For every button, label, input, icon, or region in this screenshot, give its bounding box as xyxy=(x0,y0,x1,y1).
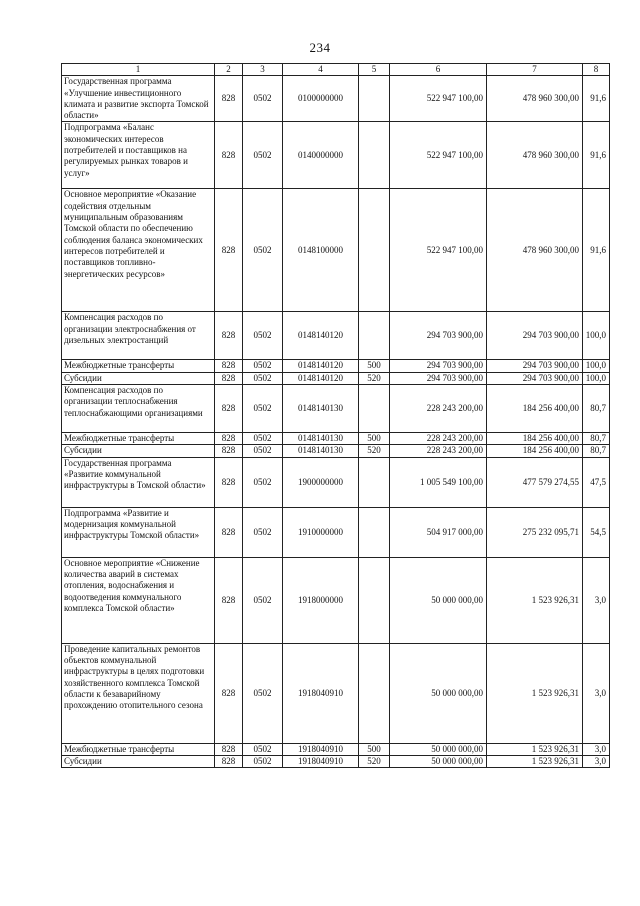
header-cell: 1 xyxy=(62,64,215,76)
row-plan-cell: 294 703 900,00 xyxy=(390,372,487,384)
table-row xyxy=(62,755,610,767)
row-name-cell: Субсидии xyxy=(62,445,215,457)
table-header-row xyxy=(62,64,610,76)
row-vr-cell: 500 xyxy=(359,360,390,372)
row-exec-cell: 184 256 400,00 xyxy=(487,433,583,445)
row-exec-cell: 184 256 400,00 xyxy=(487,445,583,457)
row-vr-cell: 520 xyxy=(359,755,390,767)
row-grbs-cell: 828 xyxy=(215,507,243,557)
row-grbs-cell: 828 xyxy=(215,755,243,767)
row-name-cell: Государственная программа «Улучшение инвестиционного климата и развитие экспорта Томской области» xyxy=(62,76,215,122)
row-pct-cell: 3,0 xyxy=(583,743,610,755)
row-grbs-cell: 828 xyxy=(215,557,243,643)
row-grbs-cell: 828 xyxy=(215,122,243,189)
row-name-cell: Подпрограмма «Развитие и модернизация коммунальной инфраструктуры Томской области» xyxy=(62,507,215,557)
row-plan-cell: 522 947 100,00 xyxy=(390,122,487,189)
row-exec-cell: 478 960 300,00 xyxy=(487,122,583,189)
row-name-cell: Основное мероприятие «Оказание содействия отдельным муниципальным образованиям Томской области по обеспечению соблюдения баланса экономических интересов потребителей и поставщиков топливно-энергетических ресурсов» xyxy=(62,189,215,312)
row-section-cell: 0502 xyxy=(243,360,283,372)
row-name-cell: Субсидии xyxy=(62,372,215,384)
row-vr-cell xyxy=(359,507,390,557)
row-grbs-cell: 828 xyxy=(215,433,243,445)
row-plan-cell: 50 000 000,00 xyxy=(390,743,487,755)
row-plan-cell: 294 703 900,00 xyxy=(390,312,487,360)
row-grbs-cell: 828 xyxy=(215,360,243,372)
row-plan-cell: 522 947 100,00 xyxy=(390,189,487,312)
row-pct-cell: 3,0 xyxy=(583,557,610,643)
table-row xyxy=(62,372,610,384)
row-target-cell: 0148140130 xyxy=(283,385,359,433)
row-vr-cell: 520 xyxy=(359,445,390,457)
row-plan-cell: 1 005 549 100,00 xyxy=(390,457,487,507)
row-section-cell: 0502 xyxy=(243,189,283,312)
row-grbs-cell: 828 xyxy=(215,445,243,457)
row-grbs-cell: 828 xyxy=(215,643,243,743)
row-target-cell: 1918040910 xyxy=(283,643,359,743)
row-plan-cell: 228 243 200,00 xyxy=(390,445,487,457)
row-pct-cell: 80,7 xyxy=(583,433,610,445)
row-section-cell: 0502 xyxy=(243,643,283,743)
row-section-cell: 0502 xyxy=(243,557,283,643)
row-name-cell: Подпрограмма «Баланс экономических интересов потребителей и поставщиков на регулируемых рынках товаров и услуг» xyxy=(62,122,215,189)
row-target-cell: 1918040910 xyxy=(283,743,359,755)
row-vr-cell xyxy=(359,385,390,433)
row-pct-cell: 80,7 xyxy=(583,385,610,433)
header-cell: 7 xyxy=(487,64,583,76)
row-exec-cell: 1 523 926,31 xyxy=(487,743,583,755)
header-cell: 5 xyxy=(359,64,390,76)
table-row xyxy=(62,743,610,755)
row-grbs-cell: 828 xyxy=(215,457,243,507)
row-exec-cell: 294 703 900,00 xyxy=(487,312,583,360)
row-exec-cell: 1 523 926,31 xyxy=(487,557,583,643)
row-section-cell: 0502 xyxy=(243,743,283,755)
row-target-cell: 1918040910 xyxy=(283,755,359,767)
row-exec-cell: 184 256 400,00 xyxy=(487,385,583,433)
row-exec-cell: 478 960 300,00 xyxy=(487,189,583,312)
row-plan-cell: 50 000 000,00 xyxy=(390,755,487,767)
row-section-cell: 0502 xyxy=(243,122,283,189)
row-target-cell: 1900000000 xyxy=(283,457,359,507)
row-section-cell: 0502 xyxy=(243,755,283,767)
row-section-cell: 0502 xyxy=(243,433,283,445)
row-pct-cell: 91,6 xyxy=(583,122,610,189)
row-name-cell: Государственная программа «Развитие коммунальной инфраструктуры в Томской области» xyxy=(62,457,215,507)
row-plan-cell: 522 947 100,00 xyxy=(390,76,487,122)
row-pct-cell: 100,0 xyxy=(583,312,610,360)
table-row xyxy=(62,433,610,445)
row-name-cell: Межбюджетные трансферты xyxy=(62,433,215,445)
row-name-cell: Компенсация расходов по организации теплоснабжения теплоснабжающими организациями xyxy=(62,385,215,433)
budget-table xyxy=(61,63,610,768)
header-cell: 4 xyxy=(283,64,359,76)
row-exec-cell: 1 523 926,31 xyxy=(487,755,583,767)
row-grbs-cell: 828 xyxy=(215,372,243,384)
row-plan-cell: 504 917 000,00 xyxy=(390,507,487,557)
row-section-cell: 0502 xyxy=(243,457,283,507)
row-grbs-cell: 828 xyxy=(215,189,243,312)
row-target-cell: 0148140130 xyxy=(283,433,359,445)
row-target-cell: 1910000000 xyxy=(283,507,359,557)
row-vr-cell xyxy=(359,189,390,312)
table-row xyxy=(62,643,610,743)
row-pct-cell: 80,7 xyxy=(583,445,610,457)
header-cell: 6 xyxy=(390,64,487,76)
row-plan-cell: 228 243 200,00 xyxy=(390,385,487,433)
table-row xyxy=(62,312,610,360)
row-vr-cell xyxy=(359,457,390,507)
row-target-cell: 0148140120 xyxy=(283,312,359,360)
row-grbs-cell: 828 xyxy=(215,76,243,122)
row-exec-cell: 275 232 095,71 xyxy=(487,507,583,557)
row-vr-cell xyxy=(359,312,390,360)
row-section-cell: 0502 xyxy=(243,445,283,457)
row-vr-cell xyxy=(359,76,390,122)
row-target-cell: 0148100000 xyxy=(283,189,359,312)
row-pct-cell: 47,5 xyxy=(583,457,610,507)
row-vr-cell: 520 xyxy=(359,372,390,384)
row-section-cell: 0502 xyxy=(243,312,283,360)
row-vr-cell xyxy=(359,122,390,189)
row-target-cell: 0140000000 xyxy=(283,122,359,189)
header-cell: 3 xyxy=(243,64,283,76)
row-pct-cell: 100,0 xyxy=(583,372,610,384)
row-name-cell: Субсидии xyxy=(62,755,215,767)
row-vr-cell: 500 xyxy=(359,743,390,755)
row-name-cell: Компенсация расходов по организации электроснабжения от дизельных электростанций xyxy=(62,312,215,360)
table-row xyxy=(62,189,610,312)
row-exec-cell: 1 523 926,31 xyxy=(487,643,583,743)
row-name-cell: Основное мероприятие «Снижение количества аварий в системах отопления, водоснабжения и водоотведения коммунального комплекса Томской области» xyxy=(62,557,215,643)
row-pct-cell: 100,0 xyxy=(583,360,610,372)
row-section-cell: 0502 xyxy=(243,76,283,122)
row-plan-cell: 50 000 000,00 xyxy=(390,643,487,743)
row-grbs-cell: 828 xyxy=(215,385,243,433)
row-grbs-cell: 828 xyxy=(215,312,243,360)
row-section-cell: 0502 xyxy=(243,372,283,384)
row-exec-cell: 478 960 300,00 xyxy=(487,76,583,122)
row-target-cell: 1918000000 xyxy=(283,557,359,643)
row-pct-cell: 3,0 xyxy=(583,643,610,743)
row-plan-cell: 228 243 200,00 xyxy=(390,433,487,445)
row-target-cell: 0148140130 xyxy=(283,445,359,457)
row-pct-cell: 3,0 xyxy=(583,755,610,767)
row-target-cell: 0148140120 xyxy=(283,372,359,384)
row-exec-cell: 477 579 274,55 xyxy=(487,457,583,507)
row-pct-cell: 91,6 xyxy=(583,189,610,312)
row-name-cell: Межбюджетные трансферты xyxy=(62,360,215,372)
row-vr-cell xyxy=(359,557,390,643)
header-cell: 2 xyxy=(215,64,243,76)
row-plan-cell: 50 000 000,00 xyxy=(390,557,487,643)
header-cell: 8 xyxy=(583,64,610,76)
table-row xyxy=(62,360,610,372)
row-target-cell: 0148140120 xyxy=(283,360,359,372)
table-row xyxy=(62,445,610,457)
row-target-cell: 0100000000 xyxy=(283,76,359,122)
row-exec-cell: 294 703 900,00 xyxy=(487,372,583,384)
row-vr-cell xyxy=(359,643,390,743)
row-pct-cell: 91,6 xyxy=(583,76,610,122)
row-section-cell: 0502 xyxy=(243,507,283,557)
table-row xyxy=(62,76,610,122)
row-plan-cell: 294 703 900,00 xyxy=(390,360,487,372)
page-number: 234 xyxy=(309,40,331,55)
table-row xyxy=(62,457,610,507)
row-section-cell: 0502 xyxy=(243,385,283,433)
row-name-cell: Проведение капитальных ремонтов объектов коммунальной инфраструктуры в целях подготовки хозяйственного комплекса Томской области к безаварийному прохождению отопительного сезона xyxy=(62,643,215,743)
row-exec-cell: 294 703 900,00 xyxy=(487,360,583,372)
row-vr-cell: 500 xyxy=(359,433,390,445)
table-row xyxy=(62,385,610,433)
row-name-cell: Межбюджетные трансферты xyxy=(62,743,215,755)
table-row xyxy=(62,507,610,557)
table-row xyxy=(62,122,610,189)
row-pct-cell: 54,5 xyxy=(583,507,610,557)
table-row xyxy=(62,557,610,643)
row-grbs-cell: 828 xyxy=(215,743,243,755)
